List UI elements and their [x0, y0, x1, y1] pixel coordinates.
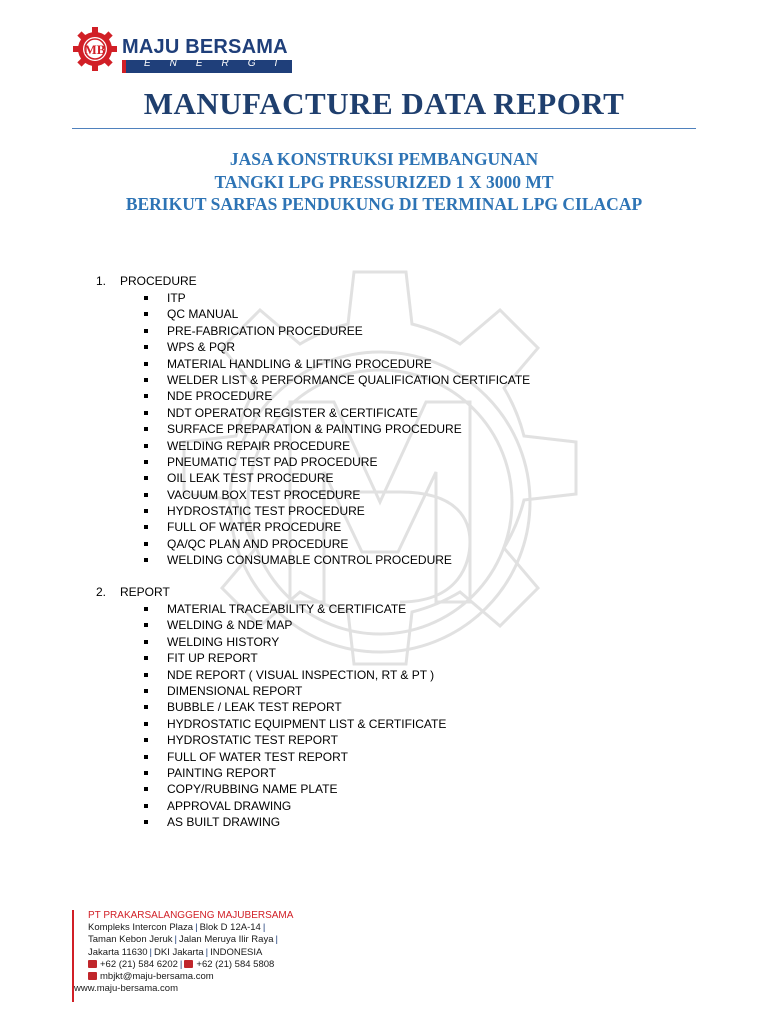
address-part: Jalan Meruya Ilir Raya — [178, 934, 274, 946]
phone-icon — [88, 960, 97, 968]
list-item: PRE-FABRICATION PROCEDUREE — [96, 323, 530, 339]
list-item: HYDROSTATIC EQUIPMENT LIST & CERTIFICATE — [96, 716, 446, 732]
subtitle-line: JASA KONSTRUKSI PEMBANGUNAN — [229, 149, 539, 169]
brand-name: MAJU BERSAMA — [122, 36, 288, 58]
footer-fax: +62 (21) 584 5808 — [196, 958, 275, 970]
list-item: WELDING REPAIR PROCEDURE — [96, 438, 530, 454]
list-item: WELDING CONSUMABLE CONTROL PROCEDURE — [96, 552, 530, 568]
procedure-section — [96, 273, 530, 569]
brand-sub-text: ENERGI — [144, 58, 297, 69]
footer-contact-line: +62 (21) 584 6202 | +62 (21) 584 5808 — [88, 959, 293, 971]
list-item: PAINTING REPORT — [96, 765, 446, 781]
list-item: APPROVAL DRAWING — [96, 798, 446, 814]
footer-address-line: Kompleks Intercon Plaza | Blok D 12A-14 | — [88, 922, 266, 934]
list-item: WELDER LIST & PERFORMANCE QUALIFICATION CERTIFICATE — [96, 372, 530, 388]
address-part: DKI Jakarta — [153, 946, 204, 958]
subtitle-line: BERIKUT SARFAS PENDUKUNG DI TERMINAL LPG CILACAP — [125, 194, 643, 214]
list-item: NDE PROCEDURE — [96, 388, 530, 404]
list-item: DIMENSIONAL REPORT — [96, 683, 446, 699]
footer-website[interactable]: www.maju-bersama.com — [74, 983, 178, 995]
footer-address-line: Taman Kebon Jeruk | Jalan Meruya Ilir Raya | — [88, 934, 278, 946]
footer-address-line: Jakarta 11630 | DKI Jakarta | INDONESIA — [88, 946, 263, 958]
address-part: INDONESIA — [210, 946, 263, 958]
list-item: AS BUILT DRAWING — [96, 814, 446, 830]
page-title: MANUFACTURE DATA REPORT — [143, 86, 625, 121]
footer-email[interactable]: mbjkt@maju-bersama.com — [100, 971, 214, 983]
list-item: WELDING & NDE MAP — [96, 617, 446, 633]
subtitle-block — [0, 148, 768, 216]
address-part: Blok D 12A-14 — [199, 922, 261, 934]
list-item: QC MANUAL — [96, 306, 530, 322]
subtitle-line: TANGKI LPG PRESSURIZED 1 X 3000 MT — [214, 171, 554, 192]
list-item: FULL OF WATER PROCEDURE — [96, 519, 530, 535]
footer-company-name: PT PRAKARSALANGGENG MAJUBERSAMA — [88, 910, 294, 921]
list-item: NDE REPORT ( VISUAL INSPECTION, RT & PT ) — [96, 667, 446, 683]
report-list — [96, 601, 446, 830]
company-footer — [72, 910, 293, 1002]
footer-email-line — [88, 971, 293, 983]
mail-icon — [88, 972, 97, 980]
list-item: WELDING HISTORY — [96, 634, 446, 650]
section-heading — [96, 273, 530, 290]
list-item: ITP — [96, 290, 530, 306]
list-item: COPY/RUBBING NAME PLATE — [96, 781, 446, 797]
list-item: WPS & PQR — [96, 339, 530, 355]
brand-mark-text: MB — [84, 42, 106, 57]
list-item: VACUUM BOX TEST PROCEDURE — [96, 487, 530, 503]
report-section — [96, 584, 446, 830]
list-item: HYDROSTATIC TEST REPORT — [96, 732, 446, 748]
list-item: FIT UP REPORT — [96, 650, 446, 666]
title-divider — [72, 128, 696, 129]
section-number: 2. — [96, 585, 107, 599]
list-item: BUBBLE / LEAK TEST REPORT — [96, 699, 446, 715]
section-title: PROCEDURE — [120, 274, 197, 288]
section-number: 1. — [96, 274, 107, 288]
company-logo — [72, 24, 297, 74]
address-part: Kompleks Intercon Plaza — [88, 922, 194, 934]
gear-logo-icon — [72, 26, 118, 72]
list-item: MATERIAL TRACEABILITY & CERTIFICATE — [96, 601, 446, 617]
list-item: MATERIAL HANDLING & LIFTING PROCEDURE — [96, 356, 530, 372]
footer-phone: +62 (21) 584 6202 — [100, 958, 178, 970]
procedure-list — [96, 290, 530, 569]
list-item: QA/QC PLAN AND PROCEDURE — [96, 536, 530, 552]
section-title: REPORT — [120, 585, 170, 599]
list-item: NDT OPERATOR REGISTER & CERTIFICATE — [96, 405, 530, 421]
address-part: Jakarta 11630 — [88, 946, 148, 958]
list-item: SURFACE PREPARATION & PAINTING PROCEDURE — [96, 421, 530, 437]
list-item: OIL LEAK TEST PROCEDURE — [96, 470, 530, 486]
section-heading — [96, 584, 446, 601]
address-part: Taman Kebon Jeruk — [88, 934, 173, 946]
list-item: HYDROSTATIC TEST PROCEDURE — [96, 503, 530, 519]
brand-sub-bar — [122, 58, 297, 73]
list-item: PNEUMATIC TEST PAD PROCEDURE — [96, 454, 530, 470]
fax-icon — [184, 960, 193, 968]
list-item: FULL OF WATER TEST REPORT — [96, 749, 446, 765]
